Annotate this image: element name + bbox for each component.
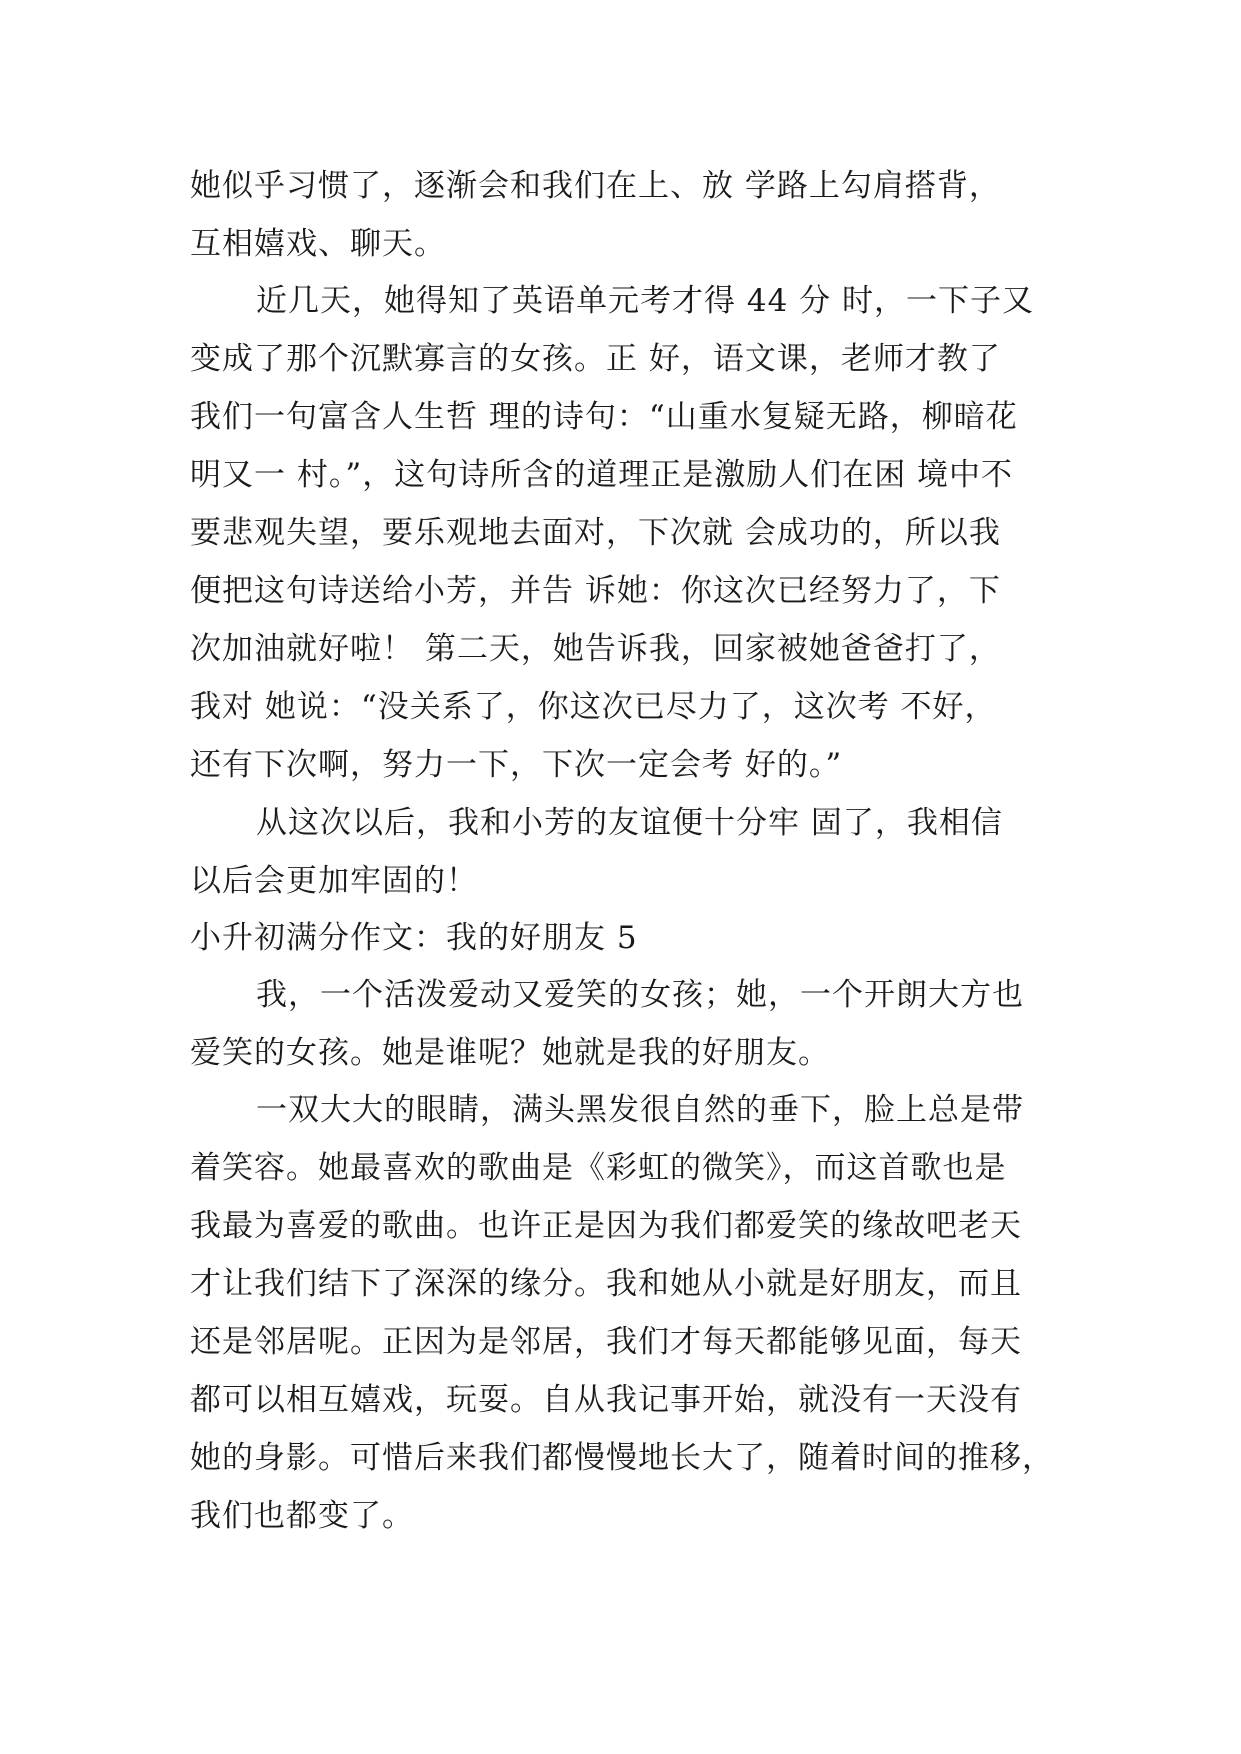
section-title: 小升初满分作文：我的好朋友 5 (190, 920, 638, 956)
text-line: 我最为喜爱的歌曲。也许正是因为我们都爱笑的缘故吧老天 (190, 1208, 1022, 1244)
text-line: 我，一个活泼爱动又爱笑的女孩；她，一个开朗大方也 (256, 977, 1024, 1013)
text-line: 还是邻居呢。正因为是邻居，我们才每天都能够见面，每天 (190, 1324, 1022, 1360)
text-line: 我们也都变了。 (190, 1498, 414, 1534)
paragraph-test-story (190, 272, 1050, 794)
paragraph-conclusion (190, 794, 1050, 910)
text-line: 爱笑的女孩。她是谁呢？她就是我的好朋友。 (190, 1035, 830, 1071)
paragraph-continuation (190, 157, 1050, 273)
text-line: 次加油就好啦！ 第二天，她告诉我，回家被她爸爸打了， (190, 631, 1001, 667)
paragraph-friend-description (190, 1081, 1054, 1545)
text-line: 变成了那个沉默寡言的女孩。正 好，语文课，老师才教了 (190, 341, 1001, 377)
essay-title (190, 909, 1050, 967)
text-line: 我们一句富含人生哲 理的诗句：“山重水复疑无路，柳暗花 (190, 399, 1018, 435)
text-line: 明又一 村。”，这句诗所含的道理正是激励人们在困 境中不 (190, 457, 1014, 493)
text-line: 便把这句诗送给小芳，并告 诉她：你这次已经努力了，下 (190, 573, 1001, 609)
text-line: 她似乎习惯了，逐渐会和我们在上、放 学路上勾肩搭背， (190, 168, 1001, 204)
text-line: 从这次以后，我和小芳的友谊便十分牢 固了，我相信 (256, 805, 1003, 841)
text-line: 才让我们结下了深深的缘分。我和她从小就是好朋友，而且 (190, 1266, 1022, 1302)
paragraph-intro (190, 966, 1050, 1082)
text-line: 互相嬉戏、聊天。 (190, 226, 446, 262)
text-line: 要悲观失望，要乐观地去面对，下次就 会成功的，所以我 (190, 515, 1001, 551)
text-line: 以后会更加牢固的！ (190, 863, 478, 899)
text-line: 一双大大的眼睛，满头黑发很自然的垂下，脸上总是带 (256, 1092, 1024, 1128)
text-line: 她的身影。可惜后来我们都慢慢地长大了，随着时间的推移， (190, 1440, 1054, 1476)
text-line: 还有下次啊，努力一下，下次一定会考 好的。” (190, 747, 843, 783)
text-line: 近几天，她得知了英语单元考才得 44 分 时，一下子又 (256, 283, 1035, 319)
text-line: 都可以相互嬉戏，玩耍。自从我记事开始，就没有一天没有 (190, 1382, 1022, 1418)
text-line: 着笑容。她最喜欢的歌曲是《彩虹的微笑》，而这首歌也是 (190, 1150, 1007, 1186)
text-line: 我对 她说：“没关系了，你这次已尽力了，这次考 不好， (190, 689, 997, 725)
